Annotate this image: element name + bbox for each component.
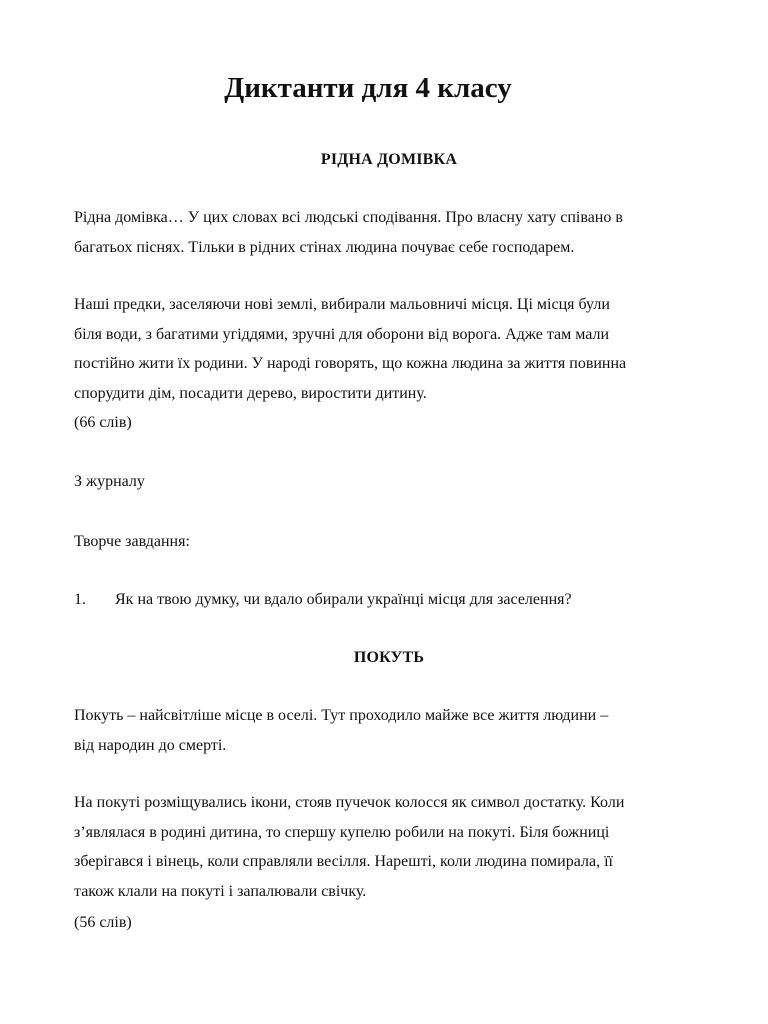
text-line: спорудити дім, посадити дерево, виростити дитину. [74,384,427,402]
task-list-item [74,590,572,610]
text-line: від народин до смерті. [74,736,227,754]
section1-paragraph-1 [74,203,714,262]
section2-paragraph-1 [74,701,714,760]
text-line: біля води, з багатими угіддями, зручні для оборони від ворога. Адже там мали [74,325,610,343]
task-number: 1. [74,591,86,608]
task-heading: Творче завдання: [74,533,190,550]
text-line: Рідна домівка… У цих словах всі людські сподівання. Про власну хату співано в [74,209,623,226]
section-heading-ridna-domivka: РІДНА ДОМІВКА [320,151,458,168]
section2-paragraph-2 [74,788,714,906]
text-line: з’являлася в родині дитина, то спершу купелю робили на покуті. Біля божниці [74,823,610,841]
section1-source: З журналу [74,473,145,490]
text-line: постійно жити їх родини. У народі говорять, що кожна людина за життя повинна [74,355,627,372]
section1-paragraph-2 [74,290,714,408]
text-line: На покуті розміщувались ікони, стояв пучечок колосся як символ достатку. Коли [74,794,625,811]
task-text: Як на твою думку, чи вдало обирали українці місця для заселення? [115,591,572,608]
document-title: Диктанти для 4 класу [224,72,512,104]
text-line: багатьох піснях. Тільки в рідних стінах людина почуває себе господарем. [74,238,575,256]
section1-word-count: (66 слів) [74,414,132,431]
section-heading-pokut: ПОКУТЬ [353,649,425,666]
text-line: Наші предки, заселяючи нові землі, вибирали мальовничі місця. Ці місця були [74,296,610,313]
text-line: зберігався і вінець, коли справляли весілля. Нарешті, коли людина помирала, її [74,853,613,870]
text-line: також клали на покуті і запалювали свічку. [74,882,367,900]
text-line: Покуть – найсвітліше місце в оселі. Тут проходило майже все життя людини – [74,707,609,724]
section2-word-count: (56 слів) [74,914,132,931]
